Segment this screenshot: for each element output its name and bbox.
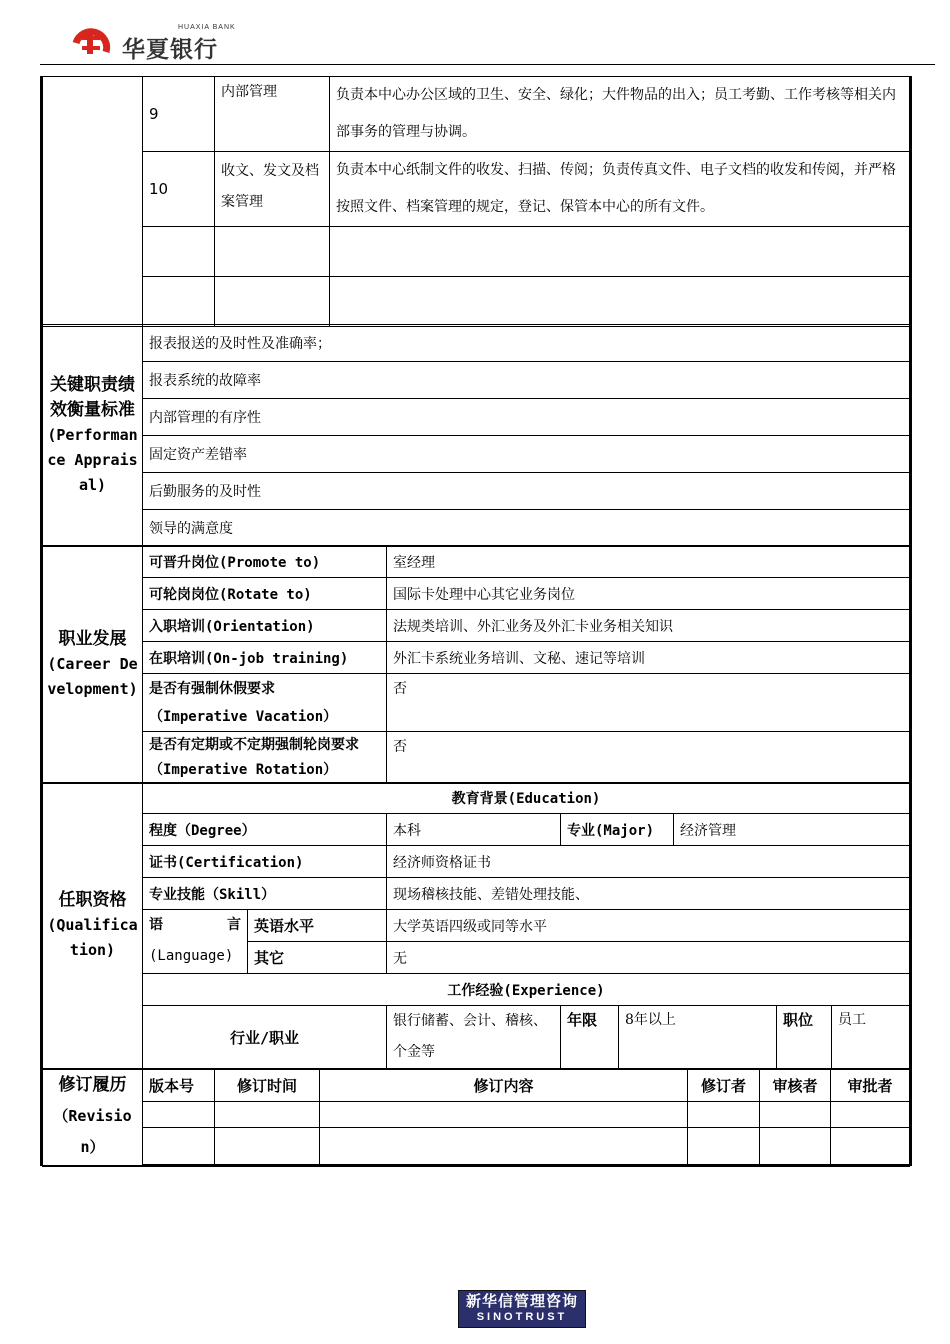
revision-header-reviewer: 审核者 bbox=[760, 1070, 831, 1102]
degree-label: 程度（Degree） bbox=[143, 814, 387, 846]
kpi-table bbox=[42, 324, 910, 547]
language-label-char: 言 bbox=[227, 917, 241, 933]
other-value: 无 bbox=[387, 942, 910, 974]
skill-value: 现场稽核技能、差错处理技能、 bbox=[387, 878, 910, 910]
kpi-section-label bbox=[43, 325, 143, 547]
footer-logo-en: SINOTRUST bbox=[476, 1311, 568, 1323]
logo-english: HUAXIA BANK bbox=[178, 24, 236, 31]
empty-cell bbox=[688, 1102, 760, 1128]
header-rule bbox=[40, 64, 935, 65]
career-key: 在职培训(On-job training) bbox=[143, 642, 387, 674]
kpi-label-cn: 关键职责绩效衡量标准 bbox=[50, 375, 135, 420]
career-key: 入职培训(Orientation) bbox=[143, 610, 387, 642]
empty-cell bbox=[215, 277, 330, 327]
revision-header-time: 修订时间 bbox=[215, 1070, 320, 1102]
major-label: 专业(Major) bbox=[561, 814, 674, 846]
career-table bbox=[42, 545, 910, 784]
kpi-item: 内部管理的有序性 bbox=[143, 399, 910, 436]
logo-chinese: 华夏银行 bbox=[122, 37, 218, 63]
revision-header-version: 版本号 bbox=[143, 1070, 215, 1102]
qualification-table bbox=[42, 782, 910, 1069]
career-value: 室经理 bbox=[387, 546, 910, 578]
other-label: 其它 bbox=[248, 942, 387, 974]
revision-section-label bbox=[43, 1070, 143, 1166]
skill-label: 专业技能（Skill） bbox=[143, 878, 387, 910]
english-value: 大学英语四级或同等水平 bbox=[387, 910, 910, 942]
qualification-section-label bbox=[43, 783, 143, 1069]
empty-cell bbox=[215, 1128, 320, 1166]
position-value: 员工 bbox=[832, 1006, 910, 1069]
empty-cell bbox=[831, 1102, 910, 1128]
career-key: 可轮岗岗位(Rotate to) bbox=[143, 578, 387, 610]
duty-no: 10 bbox=[143, 152, 215, 227]
empty-cell bbox=[320, 1102, 688, 1128]
industry-label: 行业/职业 bbox=[143, 1006, 387, 1069]
career-label-cn: 职业发展 bbox=[58, 629, 127, 649]
language-label-cn bbox=[149, 910, 241, 941]
revision-header-content: 修订内容 bbox=[320, 1070, 688, 1102]
footer-logo-cn: 新华信管理咨询 bbox=[465, 1292, 578, 1310]
revision-header-reviser: 修订者 bbox=[688, 1070, 760, 1102]
position-label: 职位 bbox=[777, 1006, 832, 1069]
career-value: 否 bbox=[387, 674, 910, 732]
kpi-item: 报表报送的及时性及准确率； bbox=[143, 325, 910, 362]
duty-no: 9 bbox=[143, 77, 215, 152]
empty-cell bbox=[215, 227, 330, 277]
duty-desc: 负责本中心纸制文件的收发、扫描、传阅；负责传真文件、电子文档的收发和传阅，并严格按照文件、档案管理的规定，登记、保管本中心的所有文件。 bbox=[330, 152, 910, 227]
empty-cell bbox=[143, 1128, 215, 1166]
frame-right-edge bbox=[910, 76, 912, 1166]
empty-cell bbox=[215, 1102, 320, 1128]
career-key-line: （Imperative Vacation） bbox=[149, 709, 338, 725]
kpi-item: 报表系统的故障率 bbox=[143, 362, 910, 399]
language-label-char: 语 bbox=[149, 917, 163, 933]
qualification-label-en: (Qualification) bbox=[47, 916, 138, 959]
revision-header-approver: 审批者 bbox=[831, 1070, 910, 1102]
degree-value: 本科 bbox=[387, 814, 561, 846]
career-value: 否 bbox=[387, 732, 910, 784]
duty-title: 收文、发文及档案管理 bbox=[215, 152, 330, 227]
career-value: 国际卡处理中心其它业务岗位 bbox=[387, 578, 910, 610]
empty-cell bbox=[143, 1102, 215, 1128]
major-value: 经济管理 bbox=[674, 814, 910, 846]
career-section-label bbox=[43, 546, 143, 784]
duty-desc: 负责本中心办公区域的卫生、安全、绿化；大件物品的出入；员工考勤、工作考核等相关内部事务的管理与协调。 bbox=[330, 77, 910, 152]
frame-left-edge bbox=[40, 76, 42, 1166]
empty-cell bbox=[330, 227, 910, 277]
career-key: 是否有定期或不定期强制轮岗要求（Imperative Rotation） bbox=[143, 732, 387, 784]
career-value: 法规类培训、外汇业务及外汇卡业务相关知识 bbox=[387, 610, 910, 642]
duties-table bbox=[42, 76, 910, 327]
career-key-line: 是否有强制休假要求 bbox=[149, 681, 275, 697]
career-key: 可晋升岗位(Promote to) bbox=[143, 546, 387, 578]
empty-cell bbox=[320, 1128, 688, 1166]
experience-header: 工作经验(Experience) bbox=[143, 974, 910, 1006]
kpi-item: 固定资产差错率 bbox=[143, 436, 910, 473]
empty-cell bbox=[760, 1128, 831, 1166]
years-label: 年限 bbox=[561, 1006, 619, 1069]
empty-cell bbox=[760, 1102, 831, 1128]
empty-cell bbox=[143, 277, 215, 327]
empty-cell bbox=[143, 227, 215, 277]
kpi-item: 领导的满意度 bbox=[143, 510, 910, 547]
revision-label-cn: 修订履历 bbox=[58, 1075, 127, 1095]
industry-value: 银行储蓄、会计、稽核、个金等 bbox=[387, 1006, 561, 1069]
english-label: 英语水平 bbox=[248, 910, 387, 942]
sinotrust-logo bbox=[458, 1290, 586, 1328]
career-label-en: (Career Development) bbox=[47, 655, 138, 698]
empty-cell bbox=[831, 1128, 910, 1166]
duty-title: 内部管理 bbox=[215, 77, 330, 152]
empty-cell bbox=[330, 277, 910, 327]
career-value: 外汇卡系统业务培训、文秘、速记等培训 bbox=[387, 642, 910, 674]
empty-cell bbox=[688, 1128, 760, 1166]
revision-label-en: （Revision） bbox=[53, 1107, 132, 1156]
education-header: 教育背景(Education) bbox=[143, 783, 910, 814]
duties-section-label bbox=[43, 77, 143, 327]
huaxia-bank-logo-icon bbox=[70, 24, 112, 62]
kpi-item: 后勤服务的及时性 bbox=[143, 473, 910, 510]
career-key bbox=[143, 674, 387, 732]
years-value: 8年以上 bbox=[619, 1006, 777, 1069]
language-label bbox=[143, 910, 248, 974]
revision-table bbox=[42, 1069, 910, 1167]
cert-value: 经济师资格证书 bbox=[387, 846, 910, 878]
language-label-en: (Language) bbox=[149, 948, 234, 964]
qualification-label-cn: 任职资格 bbox=[58, 890, 127, 910]
cert-label: 证书(Certification) bbox=[143, 846, 387, 878]
kpi-label-en: (Performance Appraisal) bbox=[47, 426, 138, 494]
